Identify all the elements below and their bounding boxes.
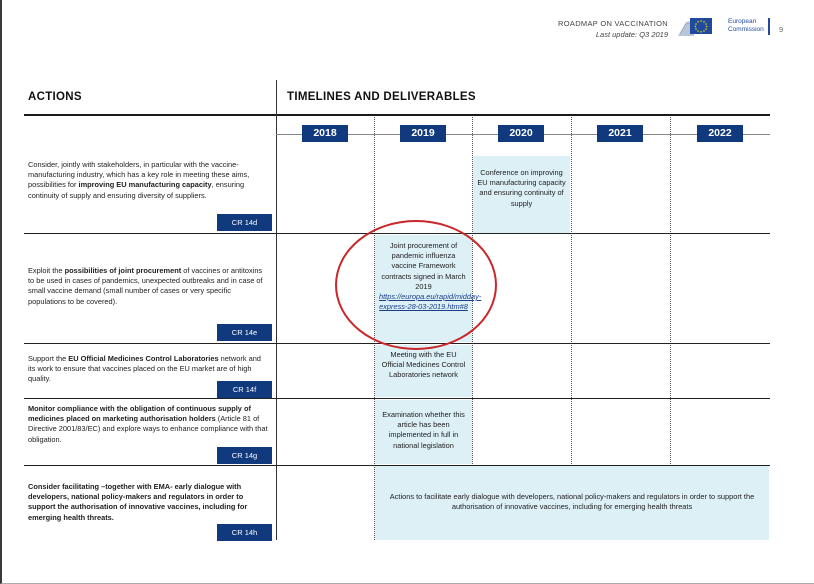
action-text-run: , ensuring continuity of supply and ensuring diversity of suppliers.	[28, 180, 245, 200]
action-text-14e	[28, 266, 270, 307]
last-update: Last update: Q3 2019	[595, 30, 668, 39]
cr-badge-14d: CR 14d	[217, 214, 272, 231]
action-text-run: Support the	[28, 354, 69, 363]
logo-bar	[768, 18, 770, 35]
cr-badge-14g: CR 14g	[217, 447, 272, 464]
action-text-14g	[28, 404, 270, 445]
heading-rule	[24, 114, 770, 116]
year-2021: 2021	[597, 125, 643, 142]
action-text-run: Exploit the	[28, 266, 65, 275]
action-text-run: Consider, jointly with stakeholders, in particular with the vaccine-manufacturing industry, which has a key role in meeting these aims, possibilities for	[28, 160, 250, 190]
year-2019: 2019	[400, 125, 446, 142]
action-text-run: of vaccines or antitoxins to be used in cases of pandemics, unexpected outbreaks and in case of small vaccine demand (small number of cases or very specific populations to be covered).	[28, 266, 263, 306]
column-divider	[276, 80, 277, 540]
highlight-circle	[335, 220, 497, 350]
action-text-run: Consider facilitating –together with EMA- early dialogue with developers, national policy-makers and regulators in order to support the authorisation of innovative vaccines, including for emerging health threats.	[28, 482, 248, 522]
header-text	[558, 18, 668, 40]
action-text-14d	[28, 160, 270, 201]
cr-badge-14f: CR 14f	[217, 381, 272, 398]
cr-badge-14e: CR 14e	[217, 324, 272, 341]
actions-heading: ACTIONS	[28, 91, 82, 103]
deliverable-meeting: Meeting with the EU Official Medicines Control Laboratories network	[375, 345, 472, 397]
year-2018: 2018	[302, 125, 348, 142]
deliverable-conference: Conference on improving EU manufacturing capacity and ensuring continuity of supply	[473, 156, 570, 233]
joint-procurement-link[interactable]: https://europa.eu/rapid/midday-express-28-03-2019.htm#8	[379, 292, 482, 312]
action-text-run: possibilities of joint procurement	[64, 266, 182, 275]
action-text-run: (Article 81 of Directive 2001/83/EC) and explore ways to enhance compliance with that obligation.	[28, 414, 268, 444]
action-text-run: network and its work to ensure that vaccines placed on the EU market are of high quality.	[28, 354, 261, 384]
action-text-run: EU Official Medicines Control Laboratories	[68, 354, 219, 363]
european-commission-logo	[676, 14, 772, 40]
roadmap-title: ROADMAP ON VACCINATION	[558, 19, 668, 28]
deliverable-actions-dialogue: Actions to facilitate early dialogue with developers, national policy-makers and regulators in order to support the authorisation of innovative vaccines, including for emerging health threats	[375, 466, 769, 540]
action-text-run: Monitor compliance with the obligation of continuous supply of medicines placed on marketing authorisation holders	[28, 404, 251, 424]
action-text-run: improving EU manufacturing capacity	[78, 180, 212, 190]
action-text-14h	[28, 482, 270, 523]
eu-flag-icon	[690, 18, 712, 34]
timelines-heading: TIMELINES AND DELIVERABLES	[287, 91, 476, 103]
year-2020: 2020	[498, 125, 544, 142]
row-separator	[24, 398, 770, 399]
page-number: 9	[779, 25, 784, 34]
logo-text: European Commission	[728, 18, 764, 33]
deliverable-joint-procurement: Joint procurement of pandemic influenza vaccine Framework contracts signed in March 2019 https://europa.eu/rapid/midday-express-28-03-2019.htm#8	[375, 235, 472, 342]
cr-badge-14h: CR 14h	[217, 524, 272, 541]
year-2022: 2022	[697, 125, 743, 142]
deliverable-examination: Examination whether this article has been implemented in full in national legislation	[375, 400, 472, 464]
